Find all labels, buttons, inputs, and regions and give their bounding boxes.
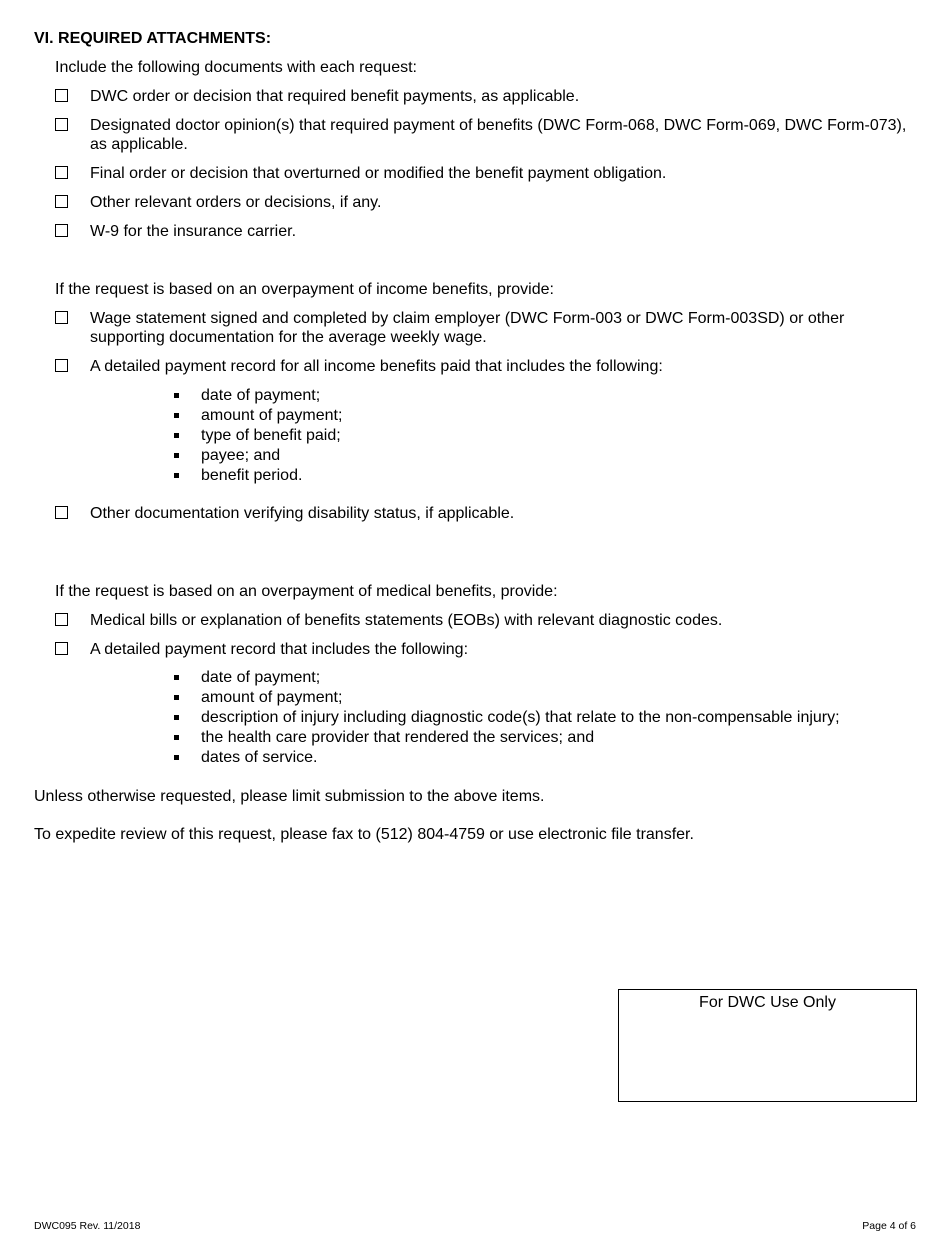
bullet-item: date of payment; [174,386,342,406]
checkbox[interactable] [55,166,68,179]
bullet-square-icon [174,473,179,478]
bullet-square-icon [174,413,179,418]
checklist-item-text: Wage statement signed and completed by claim employer (DWC Form-003 or DWC Form-003SD) or other supporting documentation for the average weekly wage. [90,310,845,346]
form-id: DWC095 Rev. 11/2018 [34,1220,141,1232]
bullet-item: date of payment; [174,668,840,688]
bullet-square-icon [174,735,179,740]
section-heading: VI. REQUIRED ATTACHMENTS: [34,30,272,47]
checklist-item-text: W-9 for the insurance carrier. [90,223,297,240]
medical-record-bullets [174,668,840,768]
dwc-use-only-box [618,989,917,1102]
checklist-item-text: Designated doctor opinion(s) that required payment of benefits (DWC Form-068, DWC Form-069, DWC Form-073), as applicable. [90,117,907,153]
checklist-item-text: Other relevant orders or decisions, if any. [90,194,382,211]
bullet-square-icon [174,433,179,438]
limit-note: Unless otherwise requested, please limit submission to the above items. [34,788,545,805]
income-record-bullets [174,386,342,486]
bullet-square-icon [174,695,179,700]
checkbox[interactable] [55,311,68,324]
bullet-item: description of injury including diagnostic code(s) that relate to the non-compensable injury; [174,708,840,728]
section-intro: Include the following documents with each request: [55,59,417,76]
checklist-item-text: Medical bills or explanation of benefits statements (EOBs) with relevant diagnostic codes. [90,612,723,629]
checkbox[interactable] [55,613,68,626]
checklist-item-text: A detailed payment record that includes the following: [90,641,469,658]
bullet-square-icon [174,755,179,760]
checkbox[interactable] [55,89,68,102]
bullet-item: amount of payment; [174,688,840,708]
bullet-square-icon [174,675,179,680]
page-number: Page 4 of 6 [862,1220,916,1232]
checklist-item-text: A detailed payment record for all income benefits paid that includes the following: [90,358,663,375]
checklist-item-text: Other documentation verifying disability status, if applicable. [90,505,515,522]
checkbox[interactable] [55,195,68,208]
checklist-item-text: DWC order or decision that required benefit payments, as applicable. [90,88,580,105]
income-intro: If the request is based on an overpayment of income benefits, provide: [55,281,554,298]
bullet-square-icon [174,715,179,720]
fax-note: To expedite review of this request, please fax to (512) 804-4759 or use electronic file transfer. [34,826,694,843]
checkbox[interactable] [55,642,68,655]
bullet-item: payee; and [174,446,342,466]
bullet-item: dates of service. [174,748,840,768]
bullet-item: amount of payment; [174,406,342,426]
bullet-square-icon [174,393,179,398]
medical-intro: If the request is based on an overpayment of medical benefits, provide: [55,583,558,600]
bullet-item: type of benefit paid; [174,426,342,446]
checklist-item-text: Final order or decision that overturned or modified the benefit payment obligation. [90,165,667,182]
checkbox[interactable] [55,506,68,519]
dwc-use-only-label: For DWC Use Only [699,994,836,1011]
bullet-item: benefit period. [174,466,342,486]
bullet-square-icon [174,453,179,458]
checkbox[interactable] [55,224,68,237]
bullet-item: the health care provider that rendered the services; and [174,728,840,748]
checkbox[interactable] [55,359,68,372]
checkbox[interactable] [55,118,68,131]
